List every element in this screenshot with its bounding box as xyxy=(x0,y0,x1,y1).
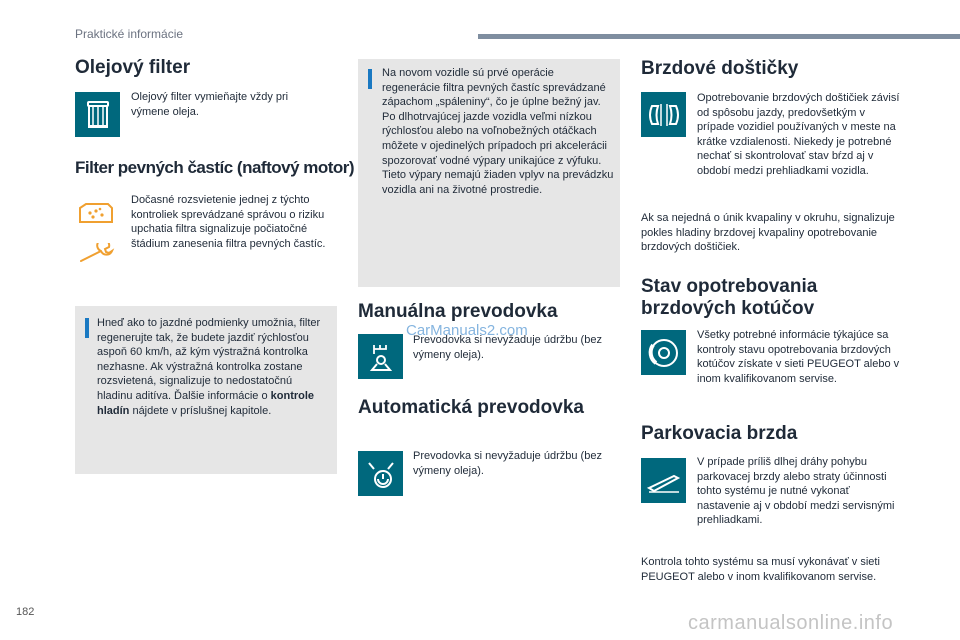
page-header: Praktické informácie xyxy=(75,27,184,41)
header-bar xyxy=(478,34,960,39)
manual-gearbox-icon xyxy=(358,334,403,379)
parking-brake-title: Parkovacia brzda xyxy=(641,423,798,444)
particle-filter-warning-icon xyxy=(78,200,114,231)
page-number: 182 xyxy=(16,606,35,618)
brake-pads-title: Brzdové doštičky xyxy=(641,58,799,79)
particle-filter-title: Filter pevných častíc (naftový motor) xyxy=(75,158,355,177)
oil-filter-icon xyxy=(75,92,120,137)
manual-gearbox-text: Prevodovka si nevyžaduje údržbu (bez výmeny oleja). xyxy=(413,334,602,361)
brake-pads-icon xyxy=(641,92,686,137)
parking-brake-text: V prípade príliš dlhej dráhy pohybu parkovacej brzdy alebo straty účinnosti tohto systému je nutné vykonať nastavenie aj v období medzi servisnými prehliadkami. xyxy=(697,456,895,526)
parking-brake-note: Kontrola tohto systému sa musí vykonávať v sieti PEUGEOT alebo v inom kvalifikovanom servise. xyxy=(641,556,880,583)
brake-pads-text: Opotrebovanie brzdových doštičiek závisí od spôsobu jazdy, predovšetkým v prípade vozidiel používaných v meste na krátke vzdialenosti. Niekedy je potrebné nechať si skontrolovať stav bŕzd aj v období medzi prehliadkami vozidla. xyxy=(697,92,900,177)
brake-discs-text: Všetky potrebné informácie týkajúce sa kontroly stavu opotrebovania brzdových kotúčov získate v sieti PEUGEOT alebo v inom kvalifikovanom servise. xyxy=(697,329,900,385)
oil-filter-title: Olejový filter xyxy=(75,57,191,78)
info-text-bold-link: kontrole hladín xyxy=(97,389,315,417)
auto-gearbox-text: Prevodovka si nevyžaduje údržbu (bez výmeny oleja). xyxy=(413,450,602,477)
oil-filter-text: Olejový filter vymieňajte vždy pri výmene oleja. xyxy=(131,91,289,118)
service-wrench-icon xyxy=(79,243,115,270)
auto-gearbox-title: Automatická prevodovka xyxy=(358,397,584,418)
brake-discs-title: Stav opotrebovania brzdových kotúčov xyxy=(641,276,818,319)
footer-watermark: carmanualsonline.info xyxy=(688,612,894,634)
brake-disc-icon xyxy=(641,330,686,375)
info-box-regeneration xyxy=(75,306,337,474)
automatic-gearbox-icon xyxy=(358,451,403,496)
info-text-part2: nájdete v príslušnej kapitole. xyxy=(129,404,272,417)
info-marker xyxy=(368,69,372,89)
info-text-part1: Hneď ako to jazdné podmienky umožnia, filter regenerujte tak, že budete jazdiť rýchlosťou aspoň 60 km/h, až kým výstražná kontrolka nezhasne. Ak výstražná kontrolka zostane rozsvietená, signalizuje to nedostatočnú hladinu aditíva. Ďalšie informácie o xyxy=(97,317,321,402)
watermark-text: CarManuals2.com xyxy=(406,322,528,339)
brake-fluid-note: Ak sa nejedná o únik kvapaliny v okruhu, signalizuje pokles hladiny brzdovej kvapaliny opotrebovanie brzdových doštičiek. xyxy=(641,212,895,253)
info-marker xyxy=(85,318,89,338)
parking-brake-icon xyxy=(641,458,686,503)
info-box-text xyxy=(97,316,329,418)
info-box-text: Na novom vozidle sú prvé operácie regenerácie filtra pevných častíc sprevádzané zápachom „spáleniny“, čo je úplne bežný jav. Po dlhotrvajúcej jazde vozidla veľmi nízkou rýchlosťou alebo na voľnobežných otáčkach môžete v ojedinelých prípadoch pri akcelerácii spozorovať vodné výpary unikajúce z výfuku. Tieto výpary nemajú žiaden vplyv na prevádzku vozidla ani na životné prostredie. xyxy=(382,67,614,196)
manual-gearbox-title: Manuálna prevodovka xyxy=(358,301,558,322)
info-box-new-vehicle xyxy=(358,59,620,287)
particle-filter-text: Dočasné rozsvietenie jednej z týchto kontroliek sprevádzané správou o riziku upchatia filtra signalizuje počiatočné štádium zanesenia filtra pevných častíc. xyxy=(131,194,326,250)
